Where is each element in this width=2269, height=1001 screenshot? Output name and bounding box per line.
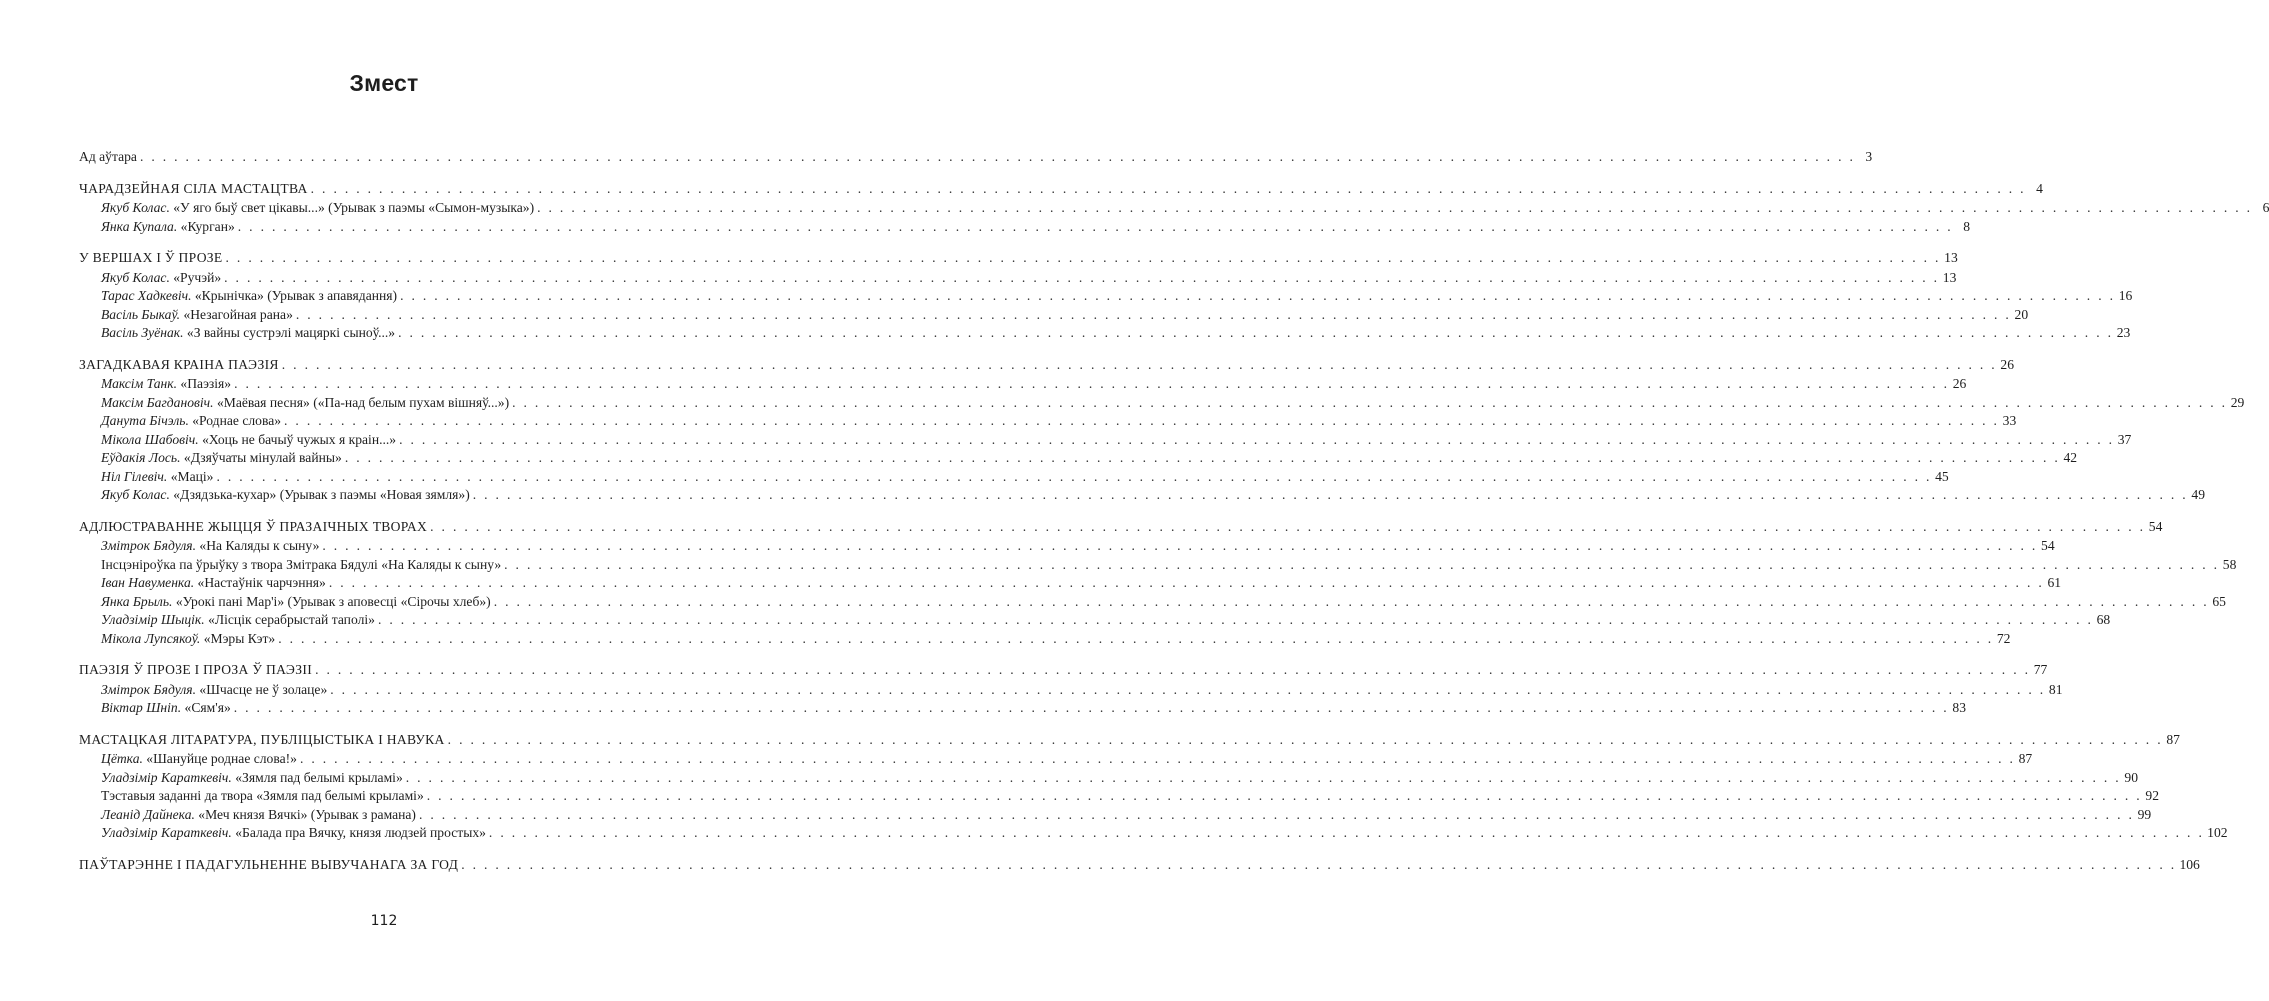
- toc-entry[interactable]: [79, 468, 1949, 487]
- toc-entry[interactable]: [79, 593, 2226, 612]
- table-of-contents: [79, 148, 2269, 887]
- entry-page-number: 45: [1935, 468, 1949, 484]
- dot-leader: [329, 574, 2044, 593]
- toc-entry[interactable]: [79, 769, 2138, 788]
- dot-leader: [224, 269, 1939, 288]
- toc-entry[interactable]: [79, 486, 2205, 505]
- entry-work-title: «Маёвая песня» («Па-над белым пухам вішняў...»): [213, 394, 510, 410]
- entry-page-number: 33: [2002, 413, 2017, 428]
- entry-work-title: «Балада пра Вячку, князя людзей простых»: [231, 825, 486, 840]
- entry-label: [101, 806, 416, 825]
- entry-label: [101, 699, 231, 718]
- dot-leader: [512, 394, 2227, 413]
- dot-leader: [398, 324, 2113, 343]
- entry-author: Ніл Гілевіч.: [101, 468, 168, 484]
- entry-label: [101, 269, 221, 288]
- entry-page-number: 68: [2096, 612, 2111, 627]
- section-title: У ВЕРШАХ І Ў ПРОЗЕ: [79, 250, 223, 265]
- dot-leader: [322, 537, 2037, 556]
- entry-label: [101, 431, 396, 450]
- toc-entry[interactable]: [79, 287, 2133, 306]
- toc-section-heading[interactable]: [79, 180, 2043, 199]
- entry-work-title: «Меч князя Вячкі» (Урывак з рамана): [194, 806, 416, 822]
- entry-work-title: «З вайны сустрэлі мацяркі сыноў...»: [183, 325, 396, 340]
- dot-leader: [537, 199, 2252, 218]
- section-page-number: 106: [2179, 856, 2200, 872]
- section-title: АДЛЮСТРАВАННЕ ЖЫЦЦЯ Ў ПРАЗАІЧНЫХ ТВОРАХ: [79, 518, 428, 534]
- entry-author: Уладзімір Караткевіч.: [101, 769, 232, 785]
- toc-entry[interactable]: [79, 412, 2017, 431]
- section-page-number: 13: [1944, 250, 1958, 265]
- entry-author: Еўдакія Лось.: [101, 450, 181, 465]
- toc-entry[interactable]: [79, 824, 2228, 843]
- toc-entry[interactable]: [79, 199, 2269, 218]
- entry-label: [101, 769, 403, 788]
- entry-page-number: 99: [2137, 806, 2152, 822]
- entry-label: [101, 218, 235, 237]
- entry-work-title: «Курган»: [177, 218, 235, 234]
- entry-author: Леанід Дайнека.: [101, 806, 195, 822]
- dot-leader: [234, 375, 1949, 394]
- toc-entry[interactable]: [79, 611, 2111, 630]
- dot-leader: [399, 431, 2114, 450]
- entry-author: Іван Навуменка.: [101, 575, 195, 590]
- dot-leader: [430, 518, 2145, 537]
- toc-section: [79, 148, 1873, 167]
- entry-page-number: 8: [1963, 218, 1971, 234]
- dot-leader: [489, 824, 2204, 843]
- entry-work-title: «Дзяўчаты мінулай вайны»: [180, 450, 342, 465]
- toc-section-heading[interactable]: [79, 518, 2163, 537]
- dot-leader: [238, 218, 1953, 237]
- entry-author: Васіль Быкаў.: [101, 306, 181, 322]
- entry-page-number: 81: [2048, 681, 2063, 697]
- section-page-number: 4: [2036, 180, 2043, 196]
- entry-work-title: Тэставыя заданні да твора «Зямля пад белымі крыламі»: [101, 788, 424, 803]
- entry-author: Максім Танк.: [101, 376, 178, 391]
- entry-work-title: Інсцэніроўка па ўрыўку з твора Змітрака Бядулі «На Каляды к сыну»: [101, 556, 502, 572]
- entry-label: [101, 486, 470, 505]
- entry-author: Мікола Лупсякоў.: [101, 630, 201, 646]
- toc-entry[interactable]: [79, 750, 2033, 769]
- entry-author: Якуб Колас.: [101, 269, 170, 285]
- toc-section: [79, 518, 2237, 649]
- entry-author: Мікола Шабовіч.: [101, 431, 199, 447]
- entry-label: [101, 574, 326, 593]
- dot-leader: [448, 731, 2163, 750]
- dot-leader: [278, 630, 1993, 649]
- entry-page-number: 61: [2047, 575, 2062, 590]
- dot-leader: [216, 468, 1931, 487]
- dot-leader: [296, 306, 2011, 325]
- entry-page-number: 42: [2063, 450, 2078, 465]
- entry-author: Максім Багдановіч.: [101, 394, 214, 410]
- entry-label: [101, 611, 375, 630]
- entry-work-title: «На Каляды к сыну»: [196, 538, 320, 553]
- entry-author: Цётка.: [101, 751, 143, 766]
- entry-author: Васіль Зуёнак.: [101, 325, 184, 340]
- toc-entry[interactable]: [79, 630, 2011, 649]
- dot-leader: [473, 486, 2188, 505]
- entry-label: [101, 593, 491, 612]
- entry-label: [101, 306, 293, 325]
- entry-author: Уладзімір Караткевіч.: [101, 825, 232, 840]
- entry-page-number: 102: [2207, 825, 2228, 840]
- toc-entry[interactable]: [79, 394, 2245, 413]
- entry-page-number: 23: [2116, 325, 2131, 340]
- entry-page-number: 49: [2191, 487, 2205, 502]
- toc-section: [79, 180, 2269, 237]
- entry-label: [101, 750, 297, 769]
- section-title: ПАЭЗІЯ Ў ПРОЗЕ І ПРОЗА Ў ПАЭЗІІ: [79, 662, 313, 677]
- toc-section-heading[interactable]: [79, 249, 1958, 268]
- section-title: МАСТАЦКАЯ ЛІТАРАТУРА, ПУБЛІЦЫСТЫКА І НАВУКА: [79, 731, 445, 747]
- entry-author: Якуб Колас.: [101, 487, 170, 502]
- entry-work-title: «Настаўнік чарчэння»: [194, 575, 326, 590]
- dot-leader: [284, 412, 1999, 431]
- dot-leader: [504, 556, 2219, 575]
- toc-entry[interactable]: [79, 681, 2063, 700]
- toc-entry[interactable]: [79, 431, 2132, 450]
- dot-leader: [315, 661, 2030, 680]
- dot-leader: [461, 856, 2176, 875]
- section-title: ЗАГАДКАВАЯ КРАІНА ПАЭЗІЯ: [79, 356, 279, 372]
- entry-work-title: «Зямля пад белымі крыламі»: [231, 769, 403, 785]
- toc-section: [79, 856, 2200, 875]
- entry-work-title: «Шануйце роднае слова!»: [142, 751, 297, 766]
- section-page-number: 54: [2148, 518, 2163, 534]
- entry-label: [101, 394, 509, 413]
- entry-page-number: 37: [2117, 431, 2132, 447]
- entry-page-number: 29: [2230, 394, 2245, 410]
- entry-author: Змітрок Бядуля.: [101, 538, 197, 553]
- entry-work-title: «Паэзія»: [177, 376, 232, 391]
- dot-leader: [378, 611, 2093, 630]
- entry-work-title: «Хоць не бачыў чужых я краін...»: [198, 431, 397, 447]
- entry-author: Змітрок Бядуля.: [101, 681, 197, 697]
- entry-label: [101, 824, 486, 843]
- section-title: ЧАРАДЗЕЙНАЯ СІЛА МАСТАЦТВА: [79, 180, 308, 196]
- entry-author: Данута Бічэль.: [101, 413, 189, 428]
- page-title: Змест: [349, 70, 419, 96]
- entry-page-number: 92: [2145, 788, 2159, 803]
- toc-entry[interactable]: [79, 449, 2078, 468]
- entry-work-title: «Шчасце не ў золаце»: [196, 681, 328, 697]
- toc-section: [79, 661, 2063, 718]
- toc-entry[interactable]: [79, 556, 2237, 575]
- section-page-number: 3: [1865, 149, 1873, 164]
- section-page-number: 87: [2166, 731, 2180, 747]
- entry-page-number: 58: [2222, 556, 2237, 572]
- dot-leader: [400, 287, 2115, 306]
- entry-label: [101, 412, 281, 431]
- entry-label: [101, 630, 275, 649]
- toc-entry[interactable]: [79, 375, 1967, 394]
- page-number: 112: [370, 913, 398, 929]
- entry-label: [101, 199, 534, 218]
- toc-entry[interactable]: [79, 537, 2055, 556]
- dot-leader: [226, 249, 1941, 268]
- toc-section-heading[interactable]: [79, 856, 2200, 875]
- entry-label: [101, 537, 319, 556]
- entry-label: [101, 556, 501, 575]
- entry-label: [101, 324, 395, 343]
- entry-author: Янка Брыль.: [101, 593, 173, 609]
- section-title: ПАЎТАРЭННЕ І ПАДАГУЛЬНЕННЕ ВЫВУЧАНАГА ЗА ГОД: [79, 856, 459, 872]
- dot-leader: [300, 750, 2015, 769]
- entry-work-title: «Ручэй»: [169, 269, 222, 285]
- dot-leader: [427, 787, 2142, 806]
- entry-page-number: 65: [2212, 593, 2226, 609]
- toc-entry[interactable]: [79, 324, 2131, 343]
- entry-page-number: 16: [2118, 288, 2133, 303]
- entry-page-number: 20: [2014, 306, 2029, 322]
- entry-work-title: «Маці»: [167, 468, 214, 484]
- toc-section-heading[interactable]: [79, 661, 2048, 680]
- entry-page-number: 13: [1942, 269, 1957, 285]
- entry-work-title: «Лісцік серабрыстай таполі»: [204, 612, 375, 627]
- dot-leader: [282, 356, 1997, 375]
- entry-label: [101, 468, 213, 487]
- entry-author: Якуб Колас.: [101, 200, 170, 215]
- toc-section-heading[interactable]: [79, 356, 2015, 375]
- dot-leader: [140, 148, 1855, 167]
- toc-section: [79, 356, 2245, 505]
- dot-leader: [419, 806, 2134, 825]
- section-page-number: 77: [2033, 662, 2048, 677]
- dot-leader: [311, 180, 2026, 199]
- entry-label: [101, 681, 327, 700]
- entry-author: Янка Купала.: [101, 218, 178, 234]
- toc-entry[interactable]: [79, 574, 2062, 593]
- dot-leader: [406, 769, 2121, 788]
- dot-leader: [234, 699, 1949, 718]
- toc-entry[interactable]: [79, 269, 1957, 288]
- entry-label: [101, 787, 424, 806]
- entry-page-number: 87: [2018, 751, 2033, 766]
- entry-work-title: «У яго быў свет цікавы...» (Урывак з паэмы «Сымон-музыка»): [169, 200, 535, 215]
- toc-section: [79, 731, 2228, 843]
- toc-entry[interactable]: [79, 218, 1971, 237]
- toc-entry[interactable]: [79, 806, 2152, 825]
- entry-work-title: «Дзядзька-кухар» (Урывак з паэмы «Новая зямля»): [169, 487, 470, 502]
- entry-work-title: «Мэры Кэт»: [200, 630, 276, 646]
- section-title: Ад аўтара: [79, 149, 137, 164]
- entry-page-number: 54: [2041, 538, 2055, 553]
- section-page-number: 26: [2000, 356, 2015, 372]
- entry-label: [101, 449, 342, 468]
- entry-work-title: «Роднае слова»: [188, 413, 282, 428]
- dot-leader: [330, 681, 2045, 700]
- entry-page-number: 72: [1996, 630, 2011, 646]
- entry-page-number: 90: [2124, 769, 2138, 785]
- toc-entry[interactable]: [79, 787, 2159, 806]
- entry-author: Тарас Хадкевіч.: [101, 288, 192, 303]
- entry-label: [101, 287, 397, 306]
- toc-entry[interactable]: [79, 699, 1966, 718]
- entry-page-number: 83: [1952, 700, 1966, 715]
- toc-section-heading[interactable]: [79, 148, 1873, 167]
- entry-page-number: 26: [1952, 376, 1967, 391]
- toc-section: [79, 249, 2133, 343]
- dot-leader: [345, 449, 2060, 468]
- entry-author: Уладзімір Шыцік.: [101, 612, 205, 627]
- entry-page-number: 6: [2262, 200, 2269, 215]
- entry-work-title: «Незагойная рана»: [180, 306, 293, 322]
- entry-work-title: «Сям'я»: [181, 700, 231, 715]
- entry-author: Віктар Шніп.: [101, 700, 182, 715]
- entry-work-title: «Урокі пані Мар'і» (Урывак з аповесці «Сірочы хлеб»): [172, 593, 491, 609]
- entry-label: [101, 375, 231, 394]
- entry-work-title: «Крынічка» (Урывак з апавядання): [191, 288, 398, 303]
- toc-entry[interactable]: [79, 306, 2029, 325]
- toc-section-heading[interactable]: [79, 731, 2180, 750]
- dot-leader: [494, 593, 2209, 612]
